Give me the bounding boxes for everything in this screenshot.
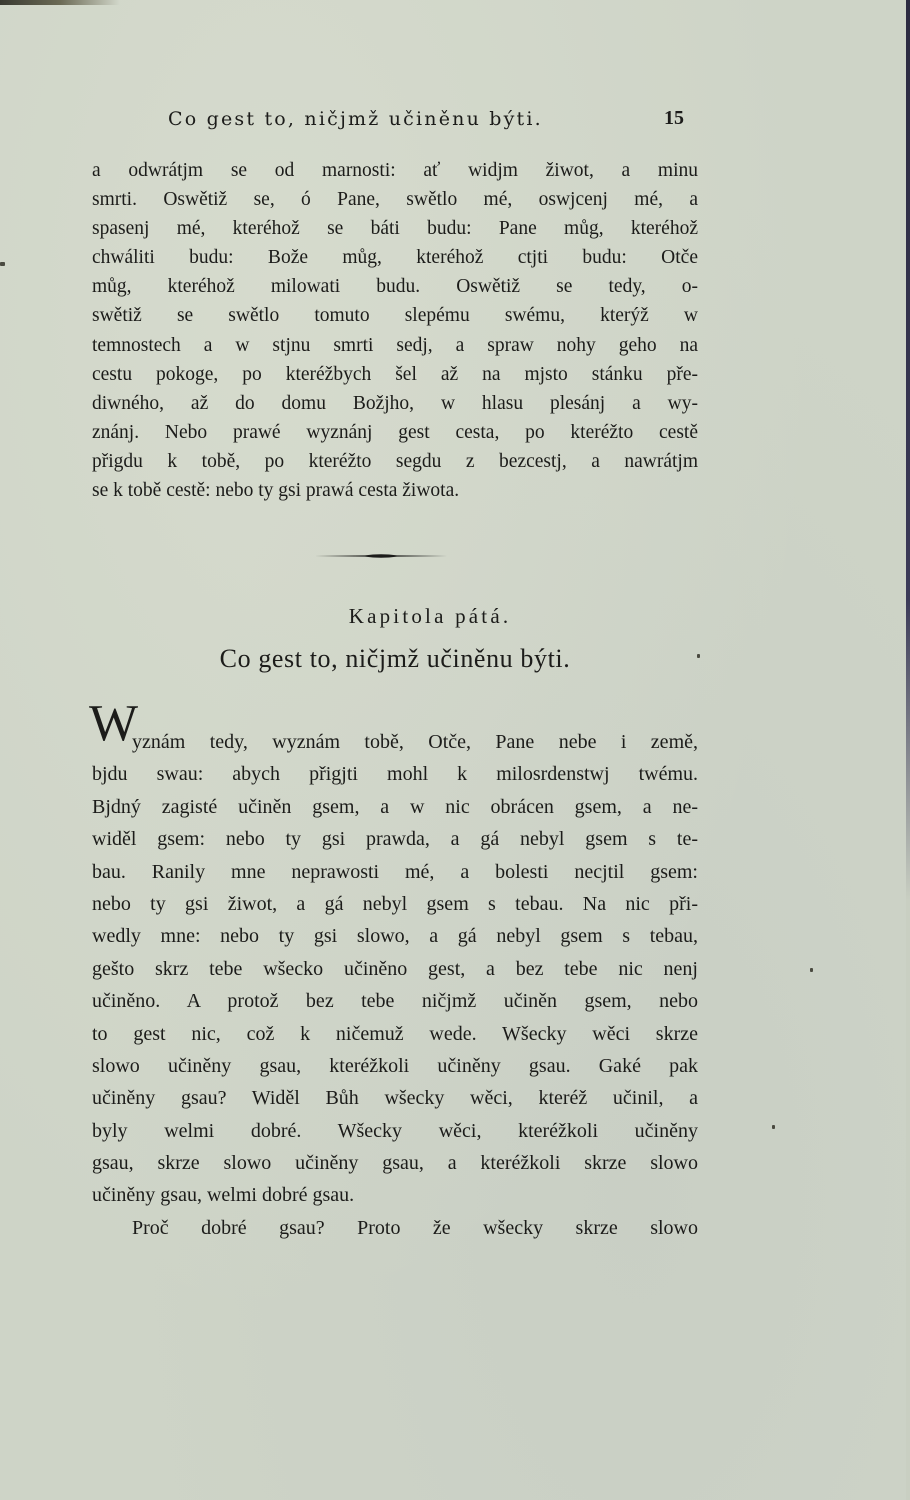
page-top-edge — [0, 0, 120, 5]
text-line: bau. Ranily mne neprawosti mé, a bolesti necjtil gsem: — [92, 860, 698, 883]
text-line: učiněno. A protož bez tebe ničjmž učiněn gsem, nebo — [92, 990, 698, 1013]
text-line: můg, kteréhož milowati budu. Oswětiž se tedy, o- — [92, 276, 698, 298]
text-line: Proč dobré gsau? Proto že wšecky skrze slowo — [132, 1217, 698, 1239]
chapter-label: Kapitola pátá. — [348, 604, 512, 628]
text-line: znánj. Nebo prawé wyznánj gest cesta, po kteréžto cestě — [92, 421, 698, 443]
text-line: se k tobě cestě: nebo ty gsi prawá cesta žiwota. — [92, 480, 460, 502]
text-line: byly welmi dobré. Wšecky wěci, kteréžkoli učiněny — [92, 1119, 698, 1142]
text-line: wedly mne: nebo ty gsi slowo, a gá nebyl gsem s tebau, — [92, 925, 698, 948]
drop-cap: W — [89, 695, 139, 752]
text-line: smrti. Oswětiž se, ó Pane, swětlo mé, oswjcenj mé, a — [92, 189, 698, 211]
text-line: nebo ty gsi žiwot, a gá nebyl gsem s tebau. Na nic při- — [92, 892, 698, 915]
text-line: přigdu k tobě, po kteréžto segdu z bezcestj, a nawrátjm — [92, 450, 698, 472]
text-line: widěl gsem: nebo ty gsi prawda, a gá nebyl gsem s te- — [92, 828, 698, 851]
text-line: a odwrátjm se od marnosti: ať widjm žiwot, a minu — [92, 160, 698, 181]
text-line: slowo učiněny gsau, kteréžkoli učiněny gsau. Gaké pak — [92, 1054, 698, 1077]
text-line: učiněny gsau? Widěl Bůh wšecky wěci, kteréž učinil, a — [92, 1087, 698, 1110]
text-line: to gest nic, což k ničemuž wede. Wšecky wěci skrze — [92, 1022, 698, 1045]
text-line: Bjdný zagisté učiněn gsem, a w nic obrácen gsem, a ne- — [92, 795, 698, 818]
text-line: diwného, až do domu Božjho, w hlasu plesánj a wy- — [92, 392, 698, 414]
text-line: gsau, skrze slowo učiněny gsau, a kteréžkoli skrze slowo — [92, 1152, 698, 1175]
ornamental-rule — [315, 552, 447, 560]
paragraph-3 — [92, 1212, 698, 1244]
page-right-edge — [906, 0, 910, 1500]
page-number: 15 — [664, 107, 684, 129]
text-line: yznám tedy, wyznám tobě, Otče, Pane nebe i země, — [132, 731, 698, 753]
paper-speck — [697, 654, 700, 658]
paragraph-2 — [89, 695, 698, 1212]
paper-speck — [810, 968, 813, 972]
text-line: gešto skrz tebe wšecko učiněno gest, a bez tebe nic nenj — [92, 957, 698, 980]
text-line: temnostech a w stjnu smrti sedj, a spraw nohy geho na — [92, 334, 698, 356]
text-line: učiněny gsau, welmi dobré gsau. — [92, 1184, 355, 1207]
text-line: bjdu swau: abych přigjti mohl k milosrdenstwj twému. — [92, 763, 698, 786]
paper-speck — [772, 1125, 775, 1129]
text-line: swětiž se swětlo tomuto slepému swému, kterýž w — [92, 305, 698, 327]
text-line: cestu pokoge, po kteréžbych šel až na mjsto stánku pře- — [92, 363, 698, 385]
chapter-title: Co gest to, ničjmž učiněnu býti. — [219, 644, 571, 673]
text-line: spasenj mé, kteréhož se báti budu: Pane můg, kteréhož — [92, 218, 698, 240]
running-head-title: Co gest to, ničjmž učiněnu býti. — [168, 108, 543, 130]
running-head — [168, 108, 688, 136]
paragraph-1 — [92, 156, 698, 505]
paper-speck — [0, 262, 5, 266]
text-line: chwáliti budu: Bože můg, kteréhož ctjti budu: Otče — [92, 247, 698, 269]
